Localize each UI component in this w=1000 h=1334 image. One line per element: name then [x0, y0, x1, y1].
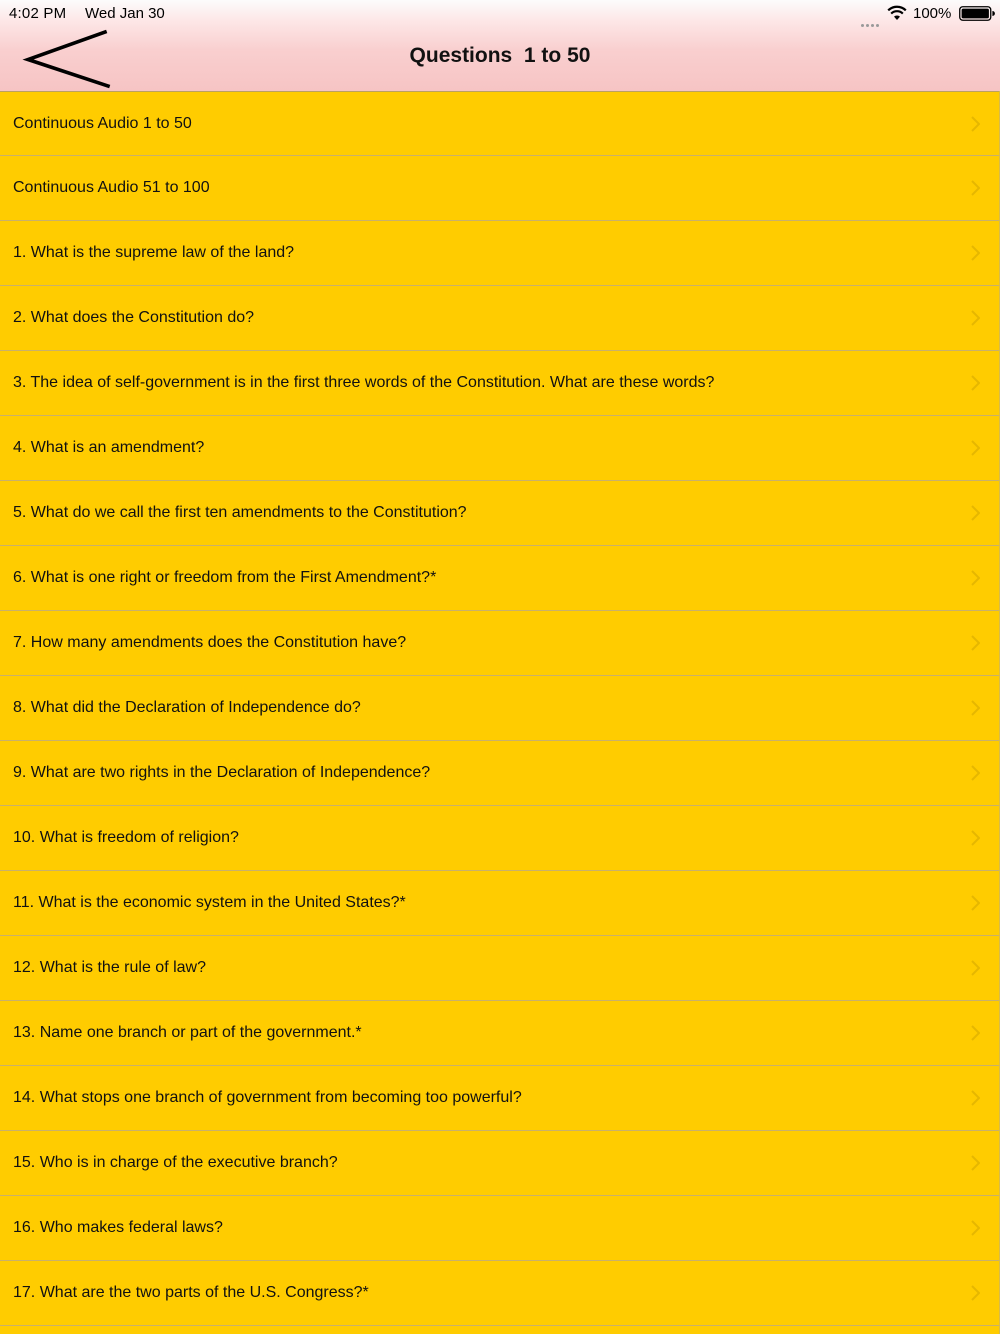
chevron-right-icon: [971, 1285, 980, 1301]
chevron-right-icon: [971, 765, 980, 781]
battery-icon: [959, 5, 995, 22]
list-item[interactable]: [0, 221, 1000, 286]
chevron-right-icon: [971, 960, 980, 976]
list-item-label: 7. How many amendments does the Constitution have?: [13, 634, 407, 651]
battery-percentage: 100%: [913, 5, 952, 22]
cellular-signal-icon: [861, 14, 883, 20]
list-item[interactable]: [0, 286, 1000, 351]
list-item-label: 16. Who makes federal laws?: [13, 1219, 223, 1236]
chevron-right-icon: [971, 570, 980, 586]
list-item[interactable]: [0, 676, 1000, 741]
list-item-label: Continuous Audio 1 to 50: [13, 115, 192, 132]
chevron-right-icon: [971, 310, 980, 326]
list-item-label: 2. What does the Constitution do?: [13, 309, 255, 326]
page-title: Questions 1 to 50: [409, 44, 591, 67]
list-item-label: Continuous Audio 51 to 100: [13, 179, 210, 196]
list-item-label: 17. What are the two parts of the U.S. Congress?*: [13, 1284, 369, 1301]
list-item[interactable]: [0, 481, 1000, 546]
list-item-label: 8. What did the Declaration of Independence do?: [13, 699, 361, 716]
list-item[interactable]: [0, 1066, 1000, 1131]
list-item-label: 5. What do we call the first ten amendments to the Constitution?: [13, 504, 467, 521]
list-item[interactable]: [0, 806, 1000, 871]
chevron-right-icon: [971, 1220, 980, 1236]
chevron-left-icon: [28, 32, 108, 86]
list-item-label: 15. Who is in charge of the executive branch?: [13, 1154, 338, 1171]
list-item[interactable]: [0, 871, 1000, 936]
chevron-right-icon: [971, 116, 980, 132]
chevron-right-icon: [971, 1155, 980, 1171]
list-item[interactable]: [0, 741, 1000, 806]
list-item[interactable]: [0, 92, 1000, 156]
chevron-right-icon: [971, 895, 980, 911]
list-item[interactable]: [0, 1196, 1000, 1261]
list-item-label: 6. What is one right or freedom from the First Amendment?*: [13, 569, 437, 586]
chevron-right-icon: [971, 440, 980, 456]
chevron-right-icon: [971, 1025, 980, 1041]
list-item-label: 9. What are two rights in the Declaration of Independence?: [13, 764, 431, 781]
status-bar: [0, 0, 1000, 26]
chevron-right-icon: [971, 700, 980, 716]
status-date: Wed Jan 30: [85, 5, 165, 22]
list-item-label: 13. Name one branch or part of the government.*: [13, 1024, 362, 1041]
chevron-right-icon: [971, 505, 980, 521]
chevron-right-icon: [971, 180, 980, 196]
list-item[interactable]: [0, 611, 1000, 676]
list-item[interactable]: [0, 156, 1000, 221]
wifi-icon: [887, 5, 907, 21]
list-item[interactable]: [0, 416, 1000, 481]
list-item[interactable]: [0, 351, 1000, 416]
list-item[interactable]: [0, 546, 1000, 611]
chevron-right-icon: [971, 635, 980, 651]
navigation-header: [0, 0, 1000, 91]
status-time: 4:02 PM: [9, 5, 67, 22]
chevron-right-icon: [971, 245, 980, 261]
list-item[interactable]: [0, 1001, 1000, 1066]
list-item[interactable]: [0, 1131, 1000, 1196]
list-item-label: 3. The idea of self-government is in the first three words of the Constitution. What are these words?: [13, 374, 715, 391]
list-item-label: 14. What stops one branch of government from becoming too powerful?: [13, 1089, 522, 1106]
list-item-label: 11. What is the economic system in the United States?*: [13, 894, 406, 911]
list-item[interactable]: [0, 1261, 1000, 1326]
list-item[interactable]: [0, 936, 1000, 1001]
chevron-right-icon: [971, 375, 980, 391]
list-item-label: 1. What is the supreme law of the land?: [13, 244, 295, 261]
back-button[interactable]: [22, 28, 114, 90]
question-list[interactable]: [0, 91, 1000, 1334]
list-item-label: 4. What is an amendment?: [13, 439, 205, 456]
list-item-label: 10. What is freedom of religion?: [13, 829, 239, 846]
chevron-right-icon: [971, 830, 980, 846]
list-item-label: 12. What is the rule of law?: [13, 959, 206, 976]
chevron-right-icon: [971, 1090, 980, 1106]
